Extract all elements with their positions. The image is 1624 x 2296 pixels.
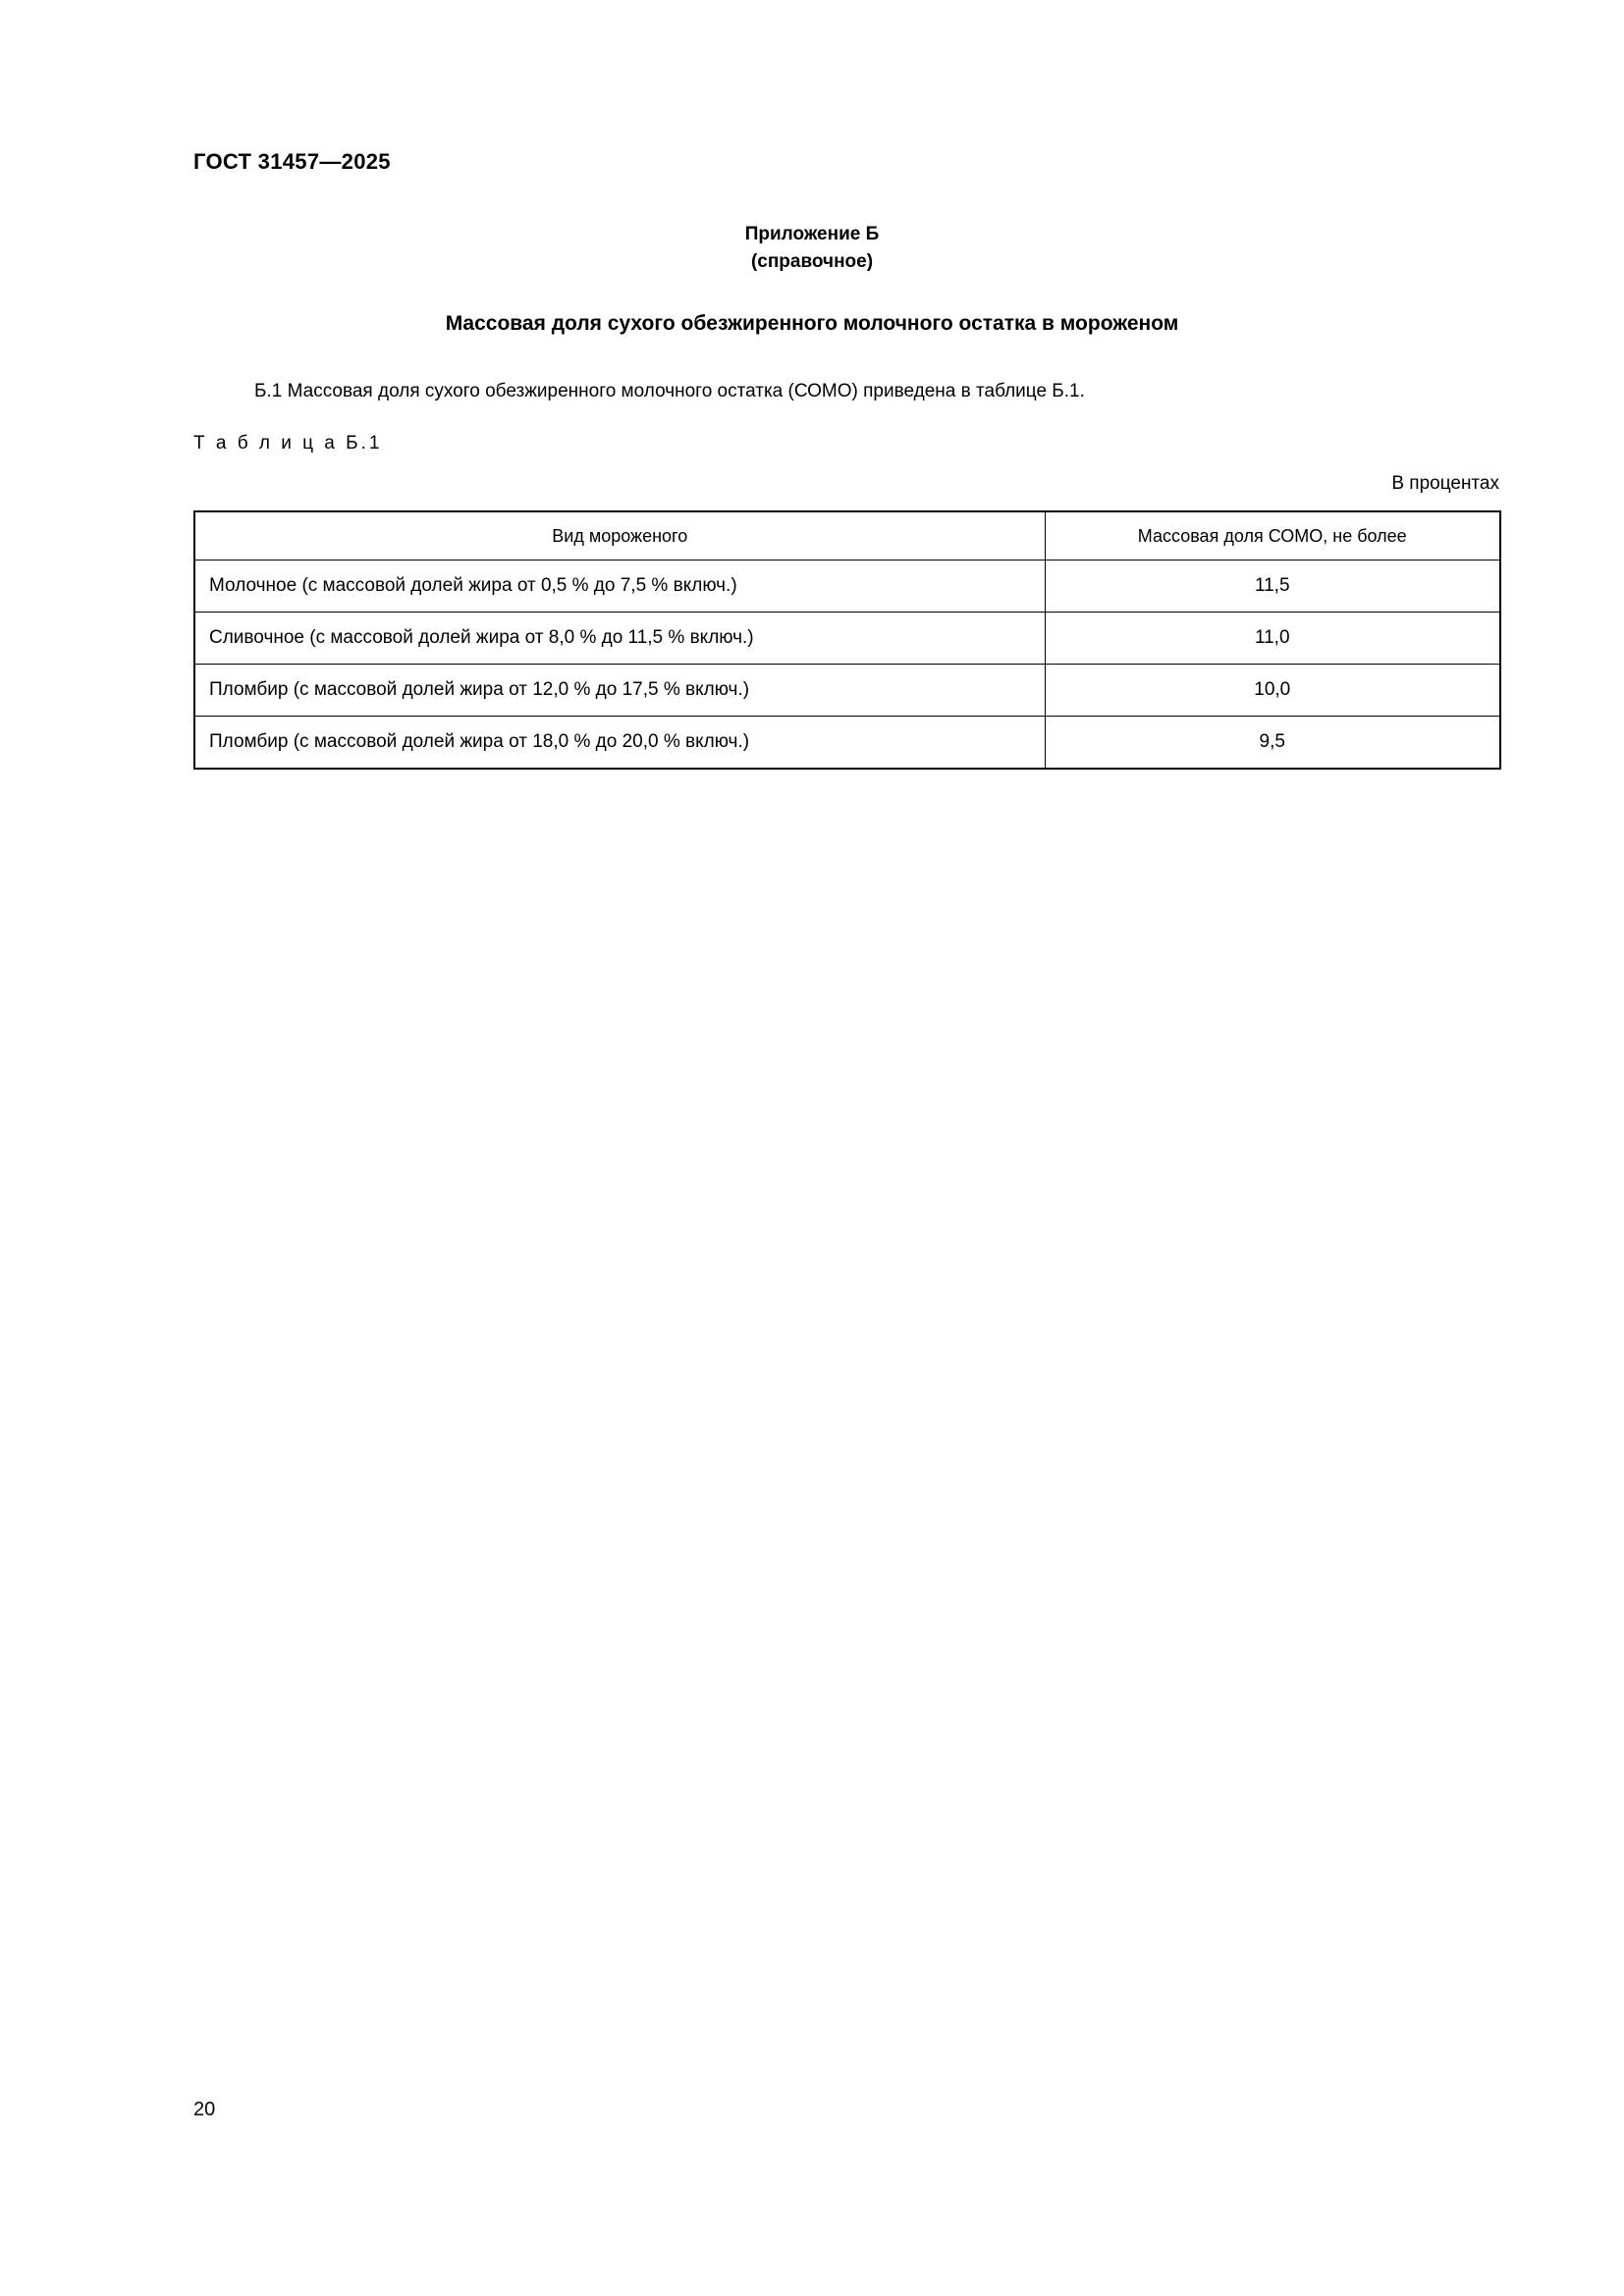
table-cell-value: 11,0: [1045, 613, 1500, 665]
table-cell-type: Сливочное (с массовой долей жира от 8,0 % до 11,5 % включ.): [194, 613, 1045, 665]
page-header-standard-number: ГОСТ 31457—2025: [193, 149, 391, 174]
table-cell-value: 10,0: [1045, 665, 1500, 717]
table-cell-type: Пломбир (с массовой долей жира от 18,0 % до 20,0 % включ.): [194, 717, 1045, 770]
units-note: В процентах: [1391, 473, 1499, 494]
table-row: [194, 717, 1500, 770]
appendix-heading: [0, 221, 1624, 275]
somo-table: [193, 510, 1501, 770]
section-title: Массовая доля сухого обезжиренного молочного остатка в мороженом: [445, 312, 1179, 335]
page-number: 20: [193, 2099, 216, 2120]
table-row: [194, 561, 1500, 613]
table-column-header-value: Массовая доля СОМО, не более: [1045, 511, 1500, 561]
table-column-header-type: Вид мороженого: [194, 511, 1045, 561]
intro-paragraph: Б.1 Массовая доля сухого обезжиренного молочного остатка (СОМО) приведена в таблице Б.1.: [254, 381, 1085, 401]
table-row: [194, 665, 1500, 717]
table-cell-type: Молочное (с массовой долей жира от 0,5 % до 7,5 % включ.): [194, 561, 1045, 613]
table-caption: Т а б л и ц а Б.1: [193, 433, 383, 454]
appendix-kind: (справочное): [750, 250, 874, 272]
table-cell-value: 11,5: [1045, 561, 1500, 613]
appendix-label: Приложение Б: [744, 224, 880, 244]
table-row: [194, 613, 1500, 665]
table-cell-type: Пломбир (с массовой долей жира от 12,0 % до 17,5 % включ.): [194, 665, 1045, 717]
table-cell-value: 9,5: [1045, 717, 1500, 770]
table-header-row: [194, 511, 1500, 561]
